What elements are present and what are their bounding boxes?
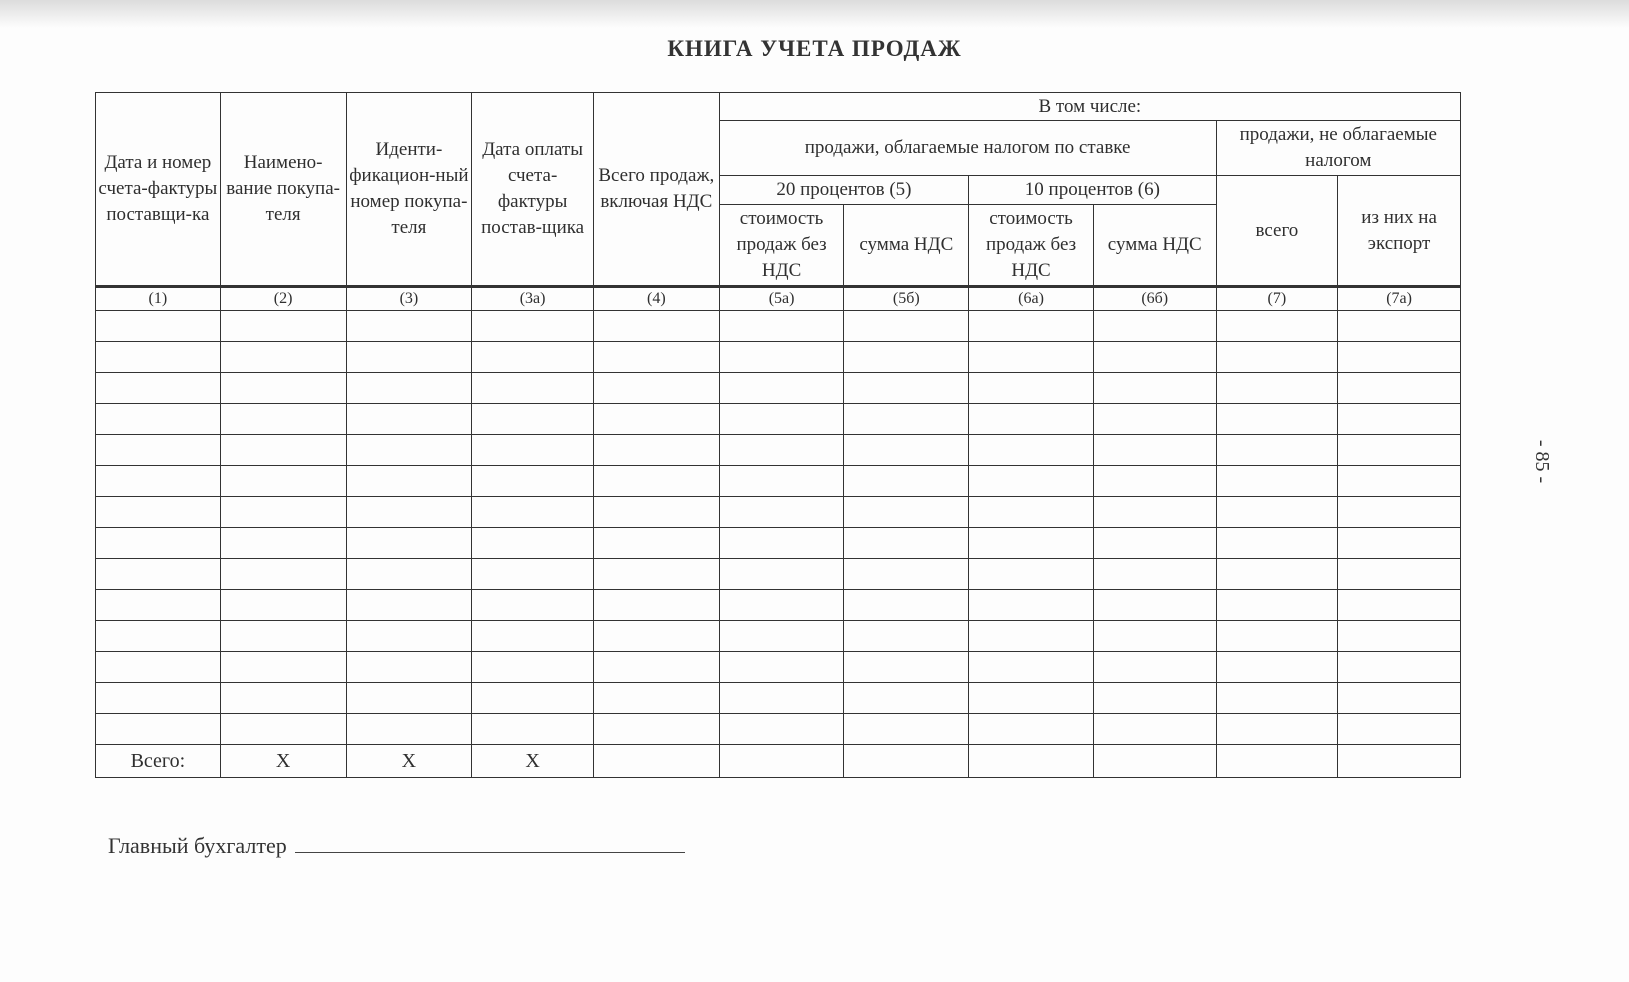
- header-total-sales: Всего продаж, включая НДС: [593, 93, 719, 287]
- table-cell: [719, 590, 844, 621]
- table-cell: [1093, 466, 1216, 497]
- table-cell: [593, 590, 719, 621]
- table-cell: [593, 404, 719, 435]
- table-cell: [719, 342, 844, 373]
- table-cell: [220, 497, 346, 528]
- table-cell: [719, 621, 844, 652]
- signature-line: [295, 832, 685, 853]
- table-cell: [96, 373, 221, 404]
- table-cell: [472, 714, 594, 745]
- table-cell: [593, 342, 719, 373]
- table-cell: [1093, 683, 1216, 714]
- table-cell: [1216, 373, 1338, 404]
- column-number-row: [96, 287, 1461, 311]
- table-row: [96, 404, 1461, 435]
- table-cell: [472, 528, 594, 559]
- table-cell: [1338, 528, 1461, 559]
- table-cell: [719, 404, 844, 435]
- table-cell: [346, 497, 472, 528]
- table-cell: [1216, 342, 1338, 373]
- table-cell: [1216, 621, 1338, 652]
- table-row: [96, 497, 1461, 528]
- column-number: (6б): [1093, 287, 1216, 311]
- table-cell: [346, 435, 472, 466]
- header-vat-sum-20: сумма НДС: [844, 205, 969, 287]
- header-taxable-sales: продажи, облагаемые налогом по ставке: [719, 121, 1216, 176]
- table-cell: [844, 652, 969, 683]
- table-cell: [220, 621, 346, 652]
- table-cell: [969, 435, 1094, 466]
- table-cell: [472, 342, 594, 373]
- table-row: [96, 683, 1461, 714]
- table-cell: [844, 342, 969, 373]
- table-cell: [844, 435, 969, 466]
- table-cell: [220, 466, 346, 497]
- table-cell: [220, 652, 346, 683]
- table-cell: [96, 714, 221, 745]
- table-cell: [220, 559, 346, 590]
- table-cell: [220, 373, 346, 404]
- column-number: (6а): [969, 287, 1094, 311]
- table-cell: [1093, 373, 1216, 404]
- total-cell: [844, 745, 969, 778]
- table-cell: [1338, 466, 1461, 497]
- table-cell: [719, 466, 844, 497]
- table-cell: [719, 373, 844, 404]
- column-number: (7): [1216, 287, 1338, 311]
- table-cell: [346, 311, 472, 342]
- table-cell: [220, 714, 346, 745]
- table-cell: [1216, 404, 1338, 435]
- page-number: - 85 -: [1531, 439, 1554, 484]
- table-cell: [472, 404, 594, 435]
- table-cell: [346, 373, 472, 404]
- table-cell: [719, 528, 844, 559]
- table-cell: [719, 311, 844, 342]
- table-cell: [969, 466, 1094, 497]
- table-cell: [844, 621, 969, 652]
- column-number: (1): [96, 287, 221, 311]
- table-cell: [593, 311, 719, 342]
- table-cell: [1093, 528, 1216, 559]
- total-cell: [969, 745, 1094, 778]
- table-cell: [346, 528, 472, 559]
- table-cell: [593, 373, 719, 404]
- table-cell: [472, 497, 594, 528]
- table-cell: [969, 528, 1094, 559]
- signature-label: Главный бухгалтер: [108, 833, 287, 858]
- header-including: В том числе:: [719, 93, 1460, 121]
- table-cell: [346, 590, 472, 621]
- table-cell: [96, 652, 221, 683]
- header-rate-10: 10 процентов (6): [969, 176, 1216, 205]
- table-cell: [1216, 311, 1338, 342]
- table-cell: [1216, 435, 1338, 466]
- column-number: (5б): [844, 287, 969, 311]
- table-cell: [96, 559, 221, 590]
- table-cell: [1338, 435, 1461, 466]
- total-cell: [1216, 745, 1338, 778]
- total-cell: [1093, 745, 1216, 778]
- table-cell: [472, 590, 594, 621]
- table-cell: [969, 590, 1094, 621]
- table-cell: [220, 590, 346, 621]
- table-cell: [719, 683, 844, 714]
- table-cell: [346, 342, 472, 373]
- ledger-body: [96, 287, 1461, 778]
- table-cell: [969, 497, 1094, 528]
- table-cell: [719, 435, 844, 466]
- total-x-mark: X: [220, 745, 346, 778]
- table-cell: [346, 683, 472, 714]
- table-cell: [593, 621, 719, 652]
- column-number: (2): [220, 287, 346, 311]
- table-cell: [593, 435, 719, 466]
- total-cell: [1338, 745, 1461, 778]
- column-number: (5а): [719, 287, 844, 311]
- header-cost-without-vat-10: стоимость продаж без НДС: [969, 205, 1094, 287]
- table-cell: [1216, 559, 1338, 590]
- table-cell: [1093, 435, 1216, 466]
- header-non-taxable-export: из них на экспорт: [1338, 176, 1461, 287]
- table-cell: [220, 683, 346, 714]
- column-number: (7а): [1338, 287, 1461, 311]
- header-non-taxable-total: всего: [1216, 176, 1338, 287]
- table-cell: [1216, 497, 1338, 528]
- table-cell: [220, 404, 346, 435]
- table-cell: [1338, 404, 1461, 435]
- table-cell: [1216, 528, 1338, 559]
- total-cell: [719, 745, 844, 778]
- table-row: [96, 528, 1461, 559]
- table-cell: [1216, 714, 1338, 745]
- table-cell: [1093, 497, 1216, 528]
- table-cell: [346, 621, 472, 652]
- table-cell: [1093, 652, 1216, 683]
- header-cost-without-vat-20: стоимость продаж без НДС: [719, 205, 844, 287]
- table-row: [96, 652, 1461, 683]
- table-cell: [472, 311, 594, 342]
- total-x-mark: X: [472, 745, 594, 778]
- table-cell: [472, 683, 594, 714]
- table-cell: [969, 621, 1094, 652]
- table-cell: [346, 714, 472, 745]
- table-cell: [346, 466, 472, 497]
- table-cell: [1093, 590, 1216, 621]
- column-number: (4): [593, 287, 719, 311]
- column-number: (3): [346, 287, 472, 311]
- table-cell: [220, 311, 346, 342]
- page-title: КНИГА УЧЕТА ПРОДАЖ: [667, 36, 962, 61]
- table-cell: [1216, 590, 1338, 621]
- table-cell: [719, 559, 844, 590]
- table-cell: [593, 683, 719, 714]
- header-non-taxable-sales: продажи, не облагаемые налогом: [1216, 121, 1460, 176]
- table-cell: [472, 559, 594, 590]
- table-row: [96, 714, 1461, 745]
- total-row: [96, 745, 1461, 778]
- table-cell: [719, 652, 844, 683]
- table-cell: [1093, 404, 1216, 435]
- table-row: [96, 342, 1461, 373]
- table-cell: [96, 528, 221, 559]
- table-cell: [844, 590, 969, 621]
- table-cell: [472, 652, 594, 683]
- table-cell: [1216, 683, 1338, 714]
- table-cell: [1216, 652, 1338, 683]
- table-cell: [969, 714, 1094, 745]
- table-cell: [969, 342, 1094, 373]
- table-cell: [969, 559, 1094, 590]
- table-cell: [96, 342, 221, 373]
- table-cell: [719, 714, 844, 745]
- table-cell: [969, 652, 1094, 683]
- header-buyer-name: Наимено-вание покупа-теля: [220, 93, 346, 287]
- total-cell: [593, 745, 719, 778]
- header-buyer-id: Иденти-фикацион-ный номер покупа-теля: [346, 93, 472, 287]
- table-cell: [96, 404, 221, 435]
- header-payment-date: Дата оплаты счета-фактуры постав-щика: [472, 93, 594, 287]
- table-cell: [220, 528, 346, 559]
- table-cell: [844, 373, 969, 404]
- table-cell: [1338, 621, 1461, 652]
- table-cell: [96, 466, 221, 497]
- table-cell: [346, 652, 472, 683]
- table-cell: [96, 621, 221, 652]
- table-cell: [844, 466, 969, 497]
- table-cell: [220, 435, 346, 466]
- table-cell: [1093, 342, 1216, 373]
- table-cell: [472, 621, 594, 652]
- table-row: [96, 590, 1461, 621]
- table-row: [96, 373, 1461, 404]
- table-cell: [969, 683, 1094, 714]
- table-cell: [1093, 714, 1216, 745]
- table-cell: [844, 714, 969, 745]
- table-cell: [1093, 621, 1216, 652]
- sales-ledger-table: [95, 92, 1461, 778]
- table-cell: [1338, 311, 1461, 342]
- column-number: (3а): [472, 287, 594, 311]
- table-cell: [844, 311, 969, 342]
- table-cell: [844, 528, 969, 559]
- total-x-mark: X: [346, 745, 472, 778]
- table-cell: [969, 311, 1094, 342]
- table-cell: [844, 404, 969, 435]
- table-cell: [593, 466, 719, 497]
- table-cell: [96, 497, 221, 528]
- table-row: [96, 466, 1461, 497]
- table-cell: [1338, 342, 1461, 373]
- table-row: [96, 311, 1461, 342]
- table-cell: [844, 497, 969, 528]
- total-label: Всего:: [96, 745, 221, 778]
- table-cell: [1338, 559, 1461, 590]
- table-cell: [1338, 590, 1461, 621]
- table-cell: [1338, 652, 1461, 683]
- table-cell: [1093, 311, 1216, 342]
- table-cell: [593, 497, 719, 528]
- table-cell: [346, 404, 472, 435]
- header-invoice-date-number: Дата и номер счета-фактуры поставщи-ка: [96, 93, 221, 287]
- table-cell: [719, 497, 844, 528]
- table-cell: [1338, 373, 1461, 404]
- header-vat-sum-10: сумма НДС: [1093, 205, 1216, 287]
- table-cell: [969, 373, 1094, 404]
- table-cell: [1338, 497, 1461, 528]
- table-cell: [593, 528, 719, 559]
- signature-block: [108, 832, 685, 859]
- table-cell: [1093, 559, 1216, 590]
- table-cell: [96, 590, 221, 621]
- table-cell: [844, 559, 969, 590]
- table-cell: [1338, 714, 1461, 745]
- table-row: [96, 559, 1461, 590]
- table-row: [96, 435, 1461, 466]
- table-cell: [472, 466, 594, 497]
- table-cell: [593, 559, 719, 590]
- table-cell: [844, 683, 969, 714]
- table-cell: [220, 342, 346, 373]
- table-cell: [96, 311, 221, 342]
- table-cell: [593, 652, 719, 683]
- table-row: [96, 621, 1461, 652]
- table-cell: [969, 404, 1094, 435]
- table-cell: [1338, 683, 1461, 714]
- table-cell: [96, 683, 221, 714]
- table-cell: [1216, 466, 1338, 497]
- table-cell: [96, 435, 221, 466]
- scan-shade: [0, 0, 1629, 28]
- table-cell: [472, 435, 594, 466]
- table-cell: [593, 714, 719, 745]
- header-rate-20: 20 процентов (5): [719, 176, 968, 205]
- table-cell: [346, 559, 472, 590]
- table-cell: [472, 373, 594, 404]
